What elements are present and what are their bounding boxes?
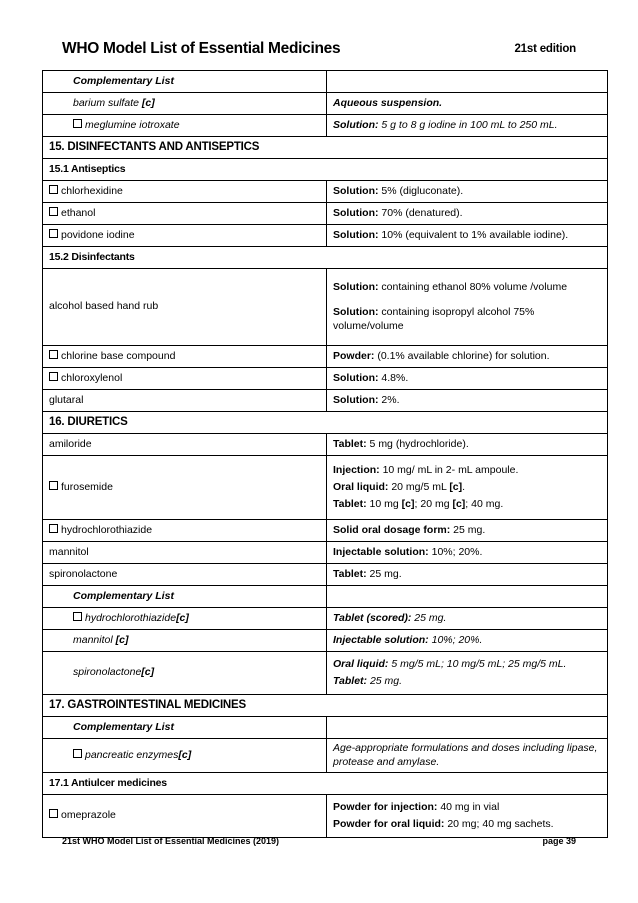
form-value: . — [462, 480, 466, 493]
form-line — [333, 658, 601, 671]
table-row — [43, 630, 608, 652]
dosage-form — [327, 608, 608, 630]
form-value: 10 mg — [366, 498, 402, 511]
table-row — [43, 695, 608, 717]
dosage-form — [327, 269, 608, 346]
child-tag: [c] — [449, 480, 463, 493]
form-value: 10 mg/ mL in 2- mL ampoule. — [379, 463, 519, 476]
form-line — [333, 498, 601, 511]
table-row — [43, 773, 608, 795]
table-row — [43, 159, 608, 181]
footer-document-name: 21st WHO Model List of Essential Medicines (2019) — [62, 836, 280, 846]
medicine-label: povidone iodine — [61, 228, 135, 241]
form-value: 25 mg. — [367, 675, 403, 687]
dosage-form — [327, 795, 608, 838]
form-value: (0.1% available chlorine) for solution. — [374, 349, 550, 362]
form-value: 25 mg. — [411, 611, 447, 624]
medicine-label: meglumine iotroxate — [85, 118, 180, 131]
dosage-form — [327, 520, 608, 542]
form-value: 5 mg/5 mL; 10 mg/5 mL; 25 mg/5 mL. — [388, 657, 567, 670]
square-box-icon — [49, 809, 58, 818]
form-value: 25 mg. — [366, 567, 402, 580]
form-value: 10%; 20%. — [428, 633, 483, 646]
medicine-name — [43, 225, 327, 247]
medicine-name — [43, 203, 327, 225]
square-box-icon — [73, 119, 82, 128]
square-box-icon — [73, 612, 82, 621]
dosage-form — [327, 652, 608, 695]
table-row — [43, 269, 608, 346]
table-row — [43, 181, 608, 203]
form-label: Tablet: — [333, 675, 368, 687]
form-value: 70% (denatured). — [378, 206, 463, 219]
table-row — [43, 717, 608, 739]
table-row — [43, 608, 608, 630]
dosage-form — [327, 368, 608, 390]
medicine-name — [43, 652, 327, 695]
table-row — [43, 564, 608, 586]
form-label: Solution: — [333, 281, 379, 294]
dosage-form — [327, 390, 608, 412]
section-heading: 16. DIURETICS — [43, 412, 608, 434]
form-label: Tablet (scored): — [333, 611, 412, 624]
table-row — [43, 115, 608, 137]
table-row — [43, 247, 608, 269]
dosage-form: Age-appropriate formulations and doses including lipase, protease and amylase. — [327, 739, 608, 773]
empty-cell — [327, 586, 608, 608]
square-box-icon — [49, 350, 58, 359]
table-row — [43, 412, 608, 434]
medicine-label: barium sulfate — [73, 96, 139, 109]
medicine-label: pancreatic enzymes — [85, 748, 179, 761]
medicine-label: chlorine base compound — [61, 349, 176, 362]
section-heading: 17. GASTROINTESTINAL MEDICINES — [43, 695, 608, 717]
table-row — [43, 93, 608, 115]
form-value: containing isopropyl alcohol 75% volume/volume — [333, 306, 535, 332]
subsection-heading: 15.1 Antiseptics — [43, 159, 608, 181]
form-label: Tablet: — [333, 498, 367, 511]
child-tag: [c] — [178, 748, 192, 761]
form-value: containing ethanol 80% volume /volume — [378, 281, 568, 294]
table-row — [43, 203, 608, 225]
table-row — [43, 137, 608, 159]
table-row — [43, 434, 608, 456]
form-line — [333, 801, 601, 814]
form-label: Powder: — [333, 349, 375, 362]
medicine-label: ethanol — [61, 206, 96, 219]
medicine-label: chloroxylenol — [61, 371, 123, 384]
form-label: Solution: — [333, 393, 379, 406]
square-box-icon — [49, 229, 58, 238]
form-label: Tablet: — [333, 567, 367, 580]
medicine-name — [43, 630, 327, 652]
page-number: page 39 — [542, 836, 576, 846]
medicine-name — [43, 795, 327, 838]
child-tag: [c] — [141, 666, 155, 679]
form-value: ; 20 mg — [414, 498, 453, 511]
form-label: Oral liquid: — [333, 480, 389, 493]
dosage-form — [327, 203, 608, 225]
form-line — [333, 464, 601, 477]
medicine-label: hydrochlorothiazide — [85, 611, 177, 624]
medicine-label: hydrochlorothiazide — [61, 523, 153, 536]
medicine-label: chlorhexidine — [61, 184, 123, 197]
table-row — [43, 520, 608, 542]
form-value: 40 mg in vial — [437, 800, 500, 813]
medicine-label: mannitol — [73, 633, 113, 646]
medicine-name — [43, 434, 327, 456]
complementary-list-label: Complementary List — [43, 717, 327, 739]
subsection-heading: 15.2 Disinfectants — [43, 247, 608, 269]
table-row — [43, 390, 608, 412]
medicine-label: alcohol based hand rub — [49, 300, 159, 313]
table-row — [43, 346, 608, 368]
dosage-form — [327, 456, 608, 520]
form-value: 25 mg. — [450, 523, 486, 536]
dosage-form — [327, 225, 608, 247]
dosage-form — [327, 181, 608, 203]
table-row — [43, 225, 608, 247]
child-tag: [c] — [176, 611, 189, 624]
medicine-name — [43, 520, 327, 542]
dosage-form — [327, 346, 608, 368]
medicine-name — [43, 564, 327, 586]
medicine-name — [43, 608, 327, 630]
section-heading: 15. DISINFECTANTS AND ANTISEPTICS — [43, 137, 608, 159]
square-box-icon — [73, 749, 82, 758]
form-label: Injectable solution: — [333, 545, 429, 558]
medicine-name — [43, 269, 327, 346]
form-value: 10% (equivalent to 1% available iodine). — [378, 228, 569, 241]
child-tag: [c] — [452, 498, 466, 511]
medicines-table — [42, 70, 608, 838]
empty-cell — [327, 71, 608, 93]
square-box-icon — [49, 207, 58, 216]
table-row — [43, 368, 608, 390]
form-value: ; 40 mg. — [465, 498, 504, 511]
square-box-icon — [49, 481, 58, 490]
table-row — [43, 456, 608, 520]
form-label: Solution: — [333, 118, 379, 131]
edition-label: 21st edition — [514, 43, 576, 55]
form-line — [333, 281, 601, 294]
form-label: Solution: — [333, 371, 379, 384]
medicine-label: furosemide — [61, 480, 113, 493]
form-value: 5 mg (hydrochloride). — [366, 437, 469, 450]
medicine-name — [43, 115, 327, 137]
table-row — [43, 795, 608, 838]
dosage-form — [327, 630, 608, 652]
medicine-label: glutaral — [49, 393, 84, 406]
form-value: 4.8%. — [378, 371, 409, 384]
form-label: Solution: — [333, 306, 379, 319]
medicine-name — [43, 542, 327, 564]
form-value: 2%. — [378, 393, 400, 406]
form-label: Injectable solution: — [333, 633, 429, 646]
form-label: Tablet: — [333, 437, 367, 450]
table-row — [43, 652, 608, 695]
square-box-icon — [49, 524, 58, 533]
document-title: WHO Model List of Essential Medicines — [62, 40, 341, 57]
medicine-label: amiloride — [49, 437, 92, 450]
form-label: Injection: — [333, 463, 380, 476]
dosage-form — [327, 434, 608, 456]
table-row — [43, 739, 608, 773]
complementary-list-label: Complementary List — [43, 586, 327, 608]
table-row — [43, 71, 608, 93]
medicine-name — [43, 390, 327, 412]
form-label: Solution: — [333, 228, 379, 241]
form-line — [333, 818, 601, 831]
form-label: Solution: — [333, 206, 379, 219]
square-box-icon — [49, 185, 58, 194]
subsection-heading: 17.1 Antiulcer medicines — [43, 773, 608, 795]
child-tag: [c] — [141, 96, 155, 109]
form-label: Solid oral dosage form: — [333, 523, 451, 536]
child-tag: [c] — [115, 633, 129, 646]
square-box-icon — [49, 372, 58, 381]
page-footer — [62, 836, 576, 850]
form-value: 20 mg/5 mL — [388, 480, 450, 493]
table-row — [43, 586, 608, 608]
child-tag: [c] — [401, 498, 415, 511]
medicine-label: mannitol — [49, 545, 89, 558]
dosage-form — [327, 542, 608, 564]
dosage-form: Aqueous suspension. — [327, 93, 608, 115]
medicine-name — [43, 93, 327, 115]
form-label: Powder for oral liquid: — [333, 818, 445, 830]
dosage-form — [327, 564, 608, 586]
form-value: 10%; 20%. — [428, 545, 483, 558]
medicine-name — [43, 181, 327, 203]
form-label: Oral liquid: — [333, 657, 389, 670]
medicine-name — [43, 346, 327, 368]
form-label: Powder for injection: — [333, 800, 438, 813]
form-line — [333, 481, 601, 494]
form-label: Solution: — [333, 184, 379, 197]
medicine-name — [43, 456, 327, 520]
complementary-list-label: Complementary List — [43, 71, 327, 93]
form-line — [333, 675, 601, 688]
medicine-name — [43, 739, 327, 773]
medicine-label: spironolactone — [73, 666, 142, 679]
medicine-name — [43, 368, 327, 390]
medicine-label: spironolactone — [49, 567, 118, 580]
page-header — [62, 40, 576, 60]
form-line — [333, 306, 601, 332]
table-row — [43, 542, 608, 564]
dosage-form — [327, 115, 608, 137]
medicine-label: omeprazole — [61, 809, 116, 822]
empty-cell — [327, 717, 608, 739]
form-value: 20 mg; 40 mg sachets. — [444, 818, 554, 830]
form-value: 5 g to 8 g iodine in 100 mL to 250 mL. — [378, 118, 558, 131]
form-value: 5% (digluconate). — [378, 184, 464, 197]
